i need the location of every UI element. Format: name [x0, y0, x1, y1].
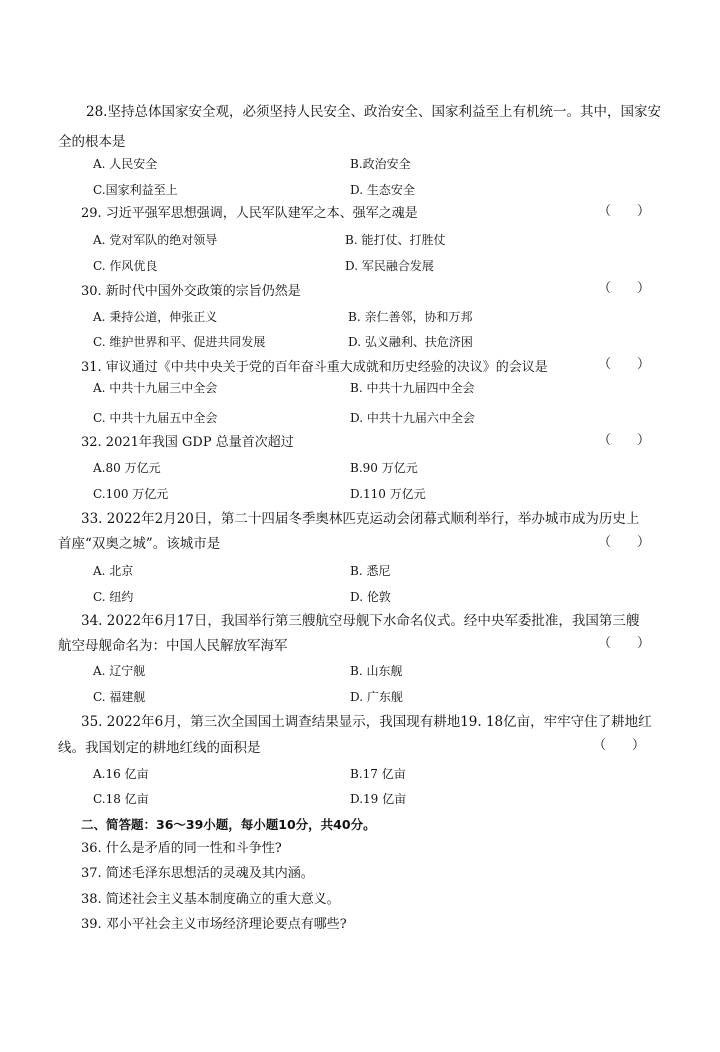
option-30-c: C. 维护世界和平、促进共同发展 — [93, 335, 266, 349]
answer-bracket-30: （ ） — [598, 281, 651, 296]
option-31-c: C. 中共十九届五中全会 — [93, 411, 218, 425]
option-35-c: C.18 亿亩 — [93, 792, 149, 806]
option-32-c: C.100 万亿元 — [93, 487, 169, 501]
option-30-b: B. 亲仁善邻，协和万邦 — [348, 310, 473, 324]
answer-bracket-34: （ ） — [598, 636, 651, 651]
option-33-b: B. 悉尼 — [350, 564, 391, 578]
question-28-text-cont: 全的根本是 — [58, 134, 126, 150]
option-32-b: B.90 万亿元 — [350, 461, 418, 475]
option-28-d: D. 生态安全 — [350, 183, 415, 197]
question-33-text: 33. 2022年2月20日，第二十四届冬季奥林匹克运动会闭幕式顺利举行，举办城市成为历史上 — [81, 511, 640, 527]
section-2-heading: 二、简答题：36～39小题，每小题10分，共40分。 — [81, 817, 376, 832]
option-31-b: B. 中共十九届四中全会 — [350, 381, 475, 395]
question-32-text: 32. 2021年我国 GDP 总量首次超过 — [81, 435, 294, 450]
option-28-c: C.国家利益至上 — [93, 183, 178, 197]
answer-bracket-35: （ ） — [593, 738, 646, 753]
question-34-text-cont: 航空母舰命名为：中国人民解放军海军 — [58, 638, 288, 654]
short-question-36: 36. 什么是矛盾的同一性和斗争性? — [81, 841, 282, 856]
option-33-d: D. 伦敦 — [350, 590, 391, 604]
answer-bracket-31: （ ） — [598, 357, 651, 372]
option-35-a: A.16 亿亩 — [93, 767, 149, 781]
option-34-d: D. 广东舰 — [350, 690, 403, 704]
option-30-d: D. 弘义融利、扶危济困 — [348, 335, 473, 349]
option-29-d: D. 军民融合发展 — [345, 259, 434, 273]
short-question-37: 37. 简述毛泽东思想活的灵魂及其内涵。 — [81, 866, 314, 881]
option-34-c: C. 福建舰 — [93, 690, 146, 704]
option-28-b: B.政治安全 — [350, 157, 411, 171]
question-28-text: 28.坚持总体国家安全观，必须坚持人民安全、政治安全、国家利益至上有机统一。其中，国家安 — [86, 104, 661, 120]
option-31-a: A. 中共十九届三中全会 — [93, 381, 218, 395]
option-34-b: B. 山东舰 — [350, 664, 403, 678]
short-question-38: 38. 简述社会主义基本制度确立的重大意义。 — [81, 892, 340, 907]
option-29-c: C. 作风优良 — [93, 259, 158, 273]
option-30-a: A. 秉持公道，伸张正义 — [93, 310, 218, 324]
option-35-d: D.19 亿亩 — [350, 792, 407, 806]
option-29-a: A. 党对军队的绝对领导 — [93, 233, 218, 247]
question-33-text-cont: 首座“双奥之城”。该城市是 — [58, 536, 221, 552]
option-33-a: A. 北京 — [93, 564, 134, 578]
option-34-a: A. 辽宁舰 — [93, 664, 146, 678]
option-29-b: B. 能打仗、打胜仗 — [345, 233, 446, 247]
answer-bracket-29: （ ） — [598, 204, 651, 219]
option-32-d: D.110 万亿元 — [350, 487, 426, 501]
question-31-text: 31. 审议通过《中共中央关于党的百年奋斗重大成就和历史经验的决议》的会议是 — [81, 360, 548, 375]
short-question-39: 39. 邓小平社会主义市场经济理论要点有哪些? — [81, 917, 347, 932]
question-29-text: 29. 习近平强军思想强调，人民军队建军之本、强军之魂是 — [81, 206, 418, 221]
question-35-text: 35. 2022年6月，第三次全国国土调查结果显示，我国现有耕地19. 18亿亩，牢牢守住了耕地红 — [81, 714, 652, 730]
option-35-b: B.17 亿亩 — [350, 767, 406, 781]
option-31-d: D. 中共十九届六中全会 — [350, 411, 475, 425]
answer-bracket-32: （ ） — [598, 433, 651, 448]
question-30-text: 30. 新时代中国外交政策的宗旨仍然是 — [81, 284, 301, 299]
question-35-text-cont: 线。我国划定的耕地红线的面积是 — [58, 740, 261, 756]
answer-bracket-33: （ ） — [598, 535, 651, 550]
option-32-a: A.80 万亿元 — [93, 461, 161, 475]
option-28-a: A. 人民安全 — [93, 157, 158, 171]
option-33-c: C. 纽约 — [93, 590, 134, 604]
question-34-text: 34. 2022年6月17日，我国举行第三艘航空母舰下水命名仪式。经中央军委批准，我国第三艘 — [81, 613, 640, 629]
